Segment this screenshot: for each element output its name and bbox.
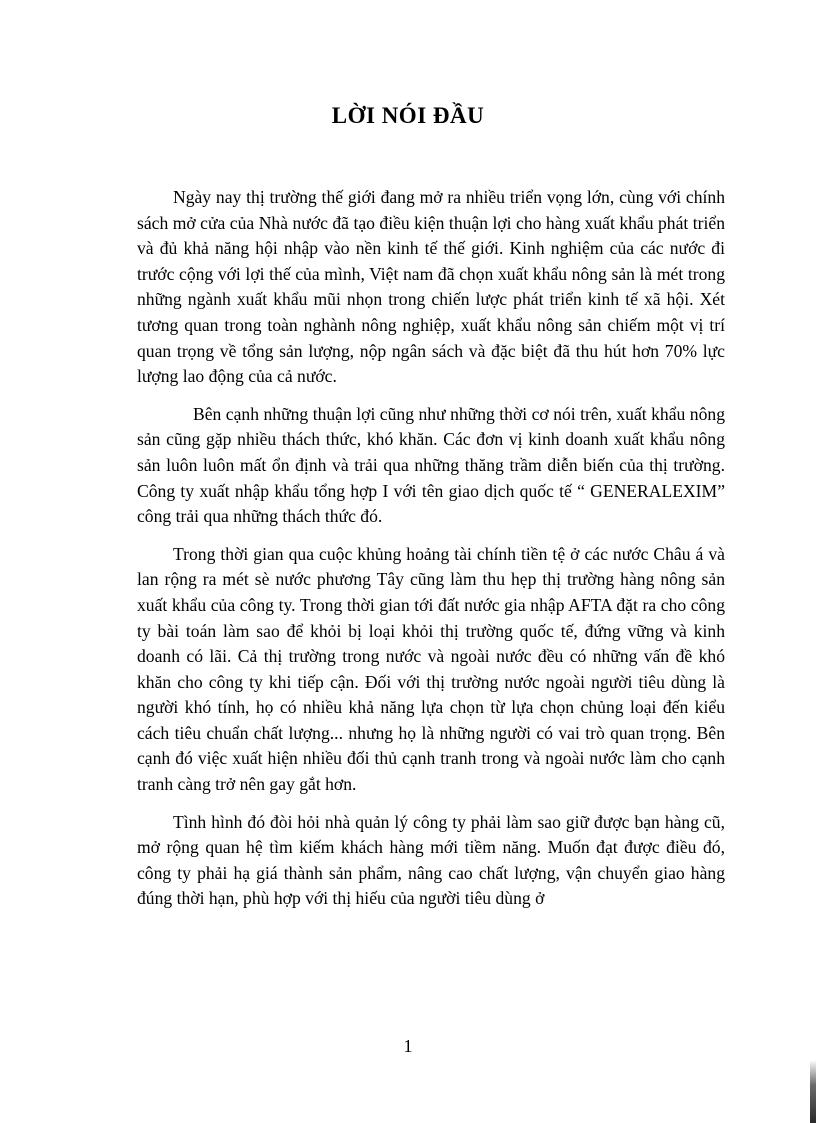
paragraph-3: Trong thời gian qua cuộc khủng hoảng tài chính tiền tệ ở các nước Châu á và lan rộng ra mét sè nước phương Tây cũng làm thu hẹp thị trường hàng nông sản xuất khẩu của công ty. Trong thời gian tới đất nước gia nhập AFTA đặt ra cho công ty bài toán làm sao để khỏi bị loại khỏi thị trường quốc tế, đứng vững và kinh doanh có lãi. Cả thị trường trong nước và ngoài nước đều có những vấn đề khó khăn cho công ty khi tiếp cận. Đối với thị trường nước ngoài người tiêu dùng là người khó tính, họ có nhiều khả năng lựa chọn từ lựa chọn chủng loại đến kiểu cách tiêu chuẩn chất lượng... nhưng họ là những người có vai trò quan trọng. Bên cạnh đó việc xuất hiện nhiều đối thủ cạnh tranh trong và ngoài nước làm cho cạnh tranh càng trở nên gay gắt hơn. [137, 543, 725, 795]
page-title: LỜI NÓI ĐẦU [331, 103, 485, 128]
paragraph-2: Bên cạnh những thuận lợi cũng như những thời cơ nói trên, xuất khẩu nông sản cũng gặp nhiều thách thức, khó khăn. Các đơn vị kinh doanh xuất khẩu nông sản luôn luôn mất ổn định và trải qua những thăng trầm diễn biến của thị trường. Công ty xuất nhập khẩu tổng hợp I với tên giao dịch quốc tế “ GENERALEXIM” công trải qua những thách thức đó. [137, 403, 725, 527]
paragraph-1: Ngày nay thị trường thế giới đang mở ra nhiều triển vọng lớn, cùng với chính sách mở cửa của Nhà nước đã tạo điều kiện thuận lợi cho hàng xuất khẩu phát triển và đủ khả năng hội nhập vào nền kinh tế thế giới. Kinh nghiệm của các nước đi trước cộng với lợi thế của mình, Việt nam đã chọn xuất khẩu nông sản là mét trong những ngành xuất khẩu mũi nhọn trong chiến lược phát triển kinh tế xã hội. Xét tương quan trong toàn nghành nông nghiệp, xuất khẩu nông sản chiếm một vị trí quan trọng về tổng sản lượng, nộp ngân sách và đặc biệt đã thu hút hơn 70% lực lượng lao động của cả nước. [137, 187, 725, 387]
paragraph-4: Tình hình đó đòi hỏi nhà quản lý công ty phải làm sao giữ được bạn hàng cũ, mở rộng quan hệ tìm kiếm khách hàng mới tiềm năng. Muốn đạt được điều đó, công ty phải hạ giá thành sản phẩm, nâng cao chất lượng, vận chuyển giao hàng đúng thời hạn, phù hợp với thị hiếu của người tiêu dùng ở [137, 811, 725, 909]
page-edge-shadow [810, 1060, 816, 1123]
document-body [137, 185, 725, 924]
page-number: 1 [403, 1036, 413, 1056]
